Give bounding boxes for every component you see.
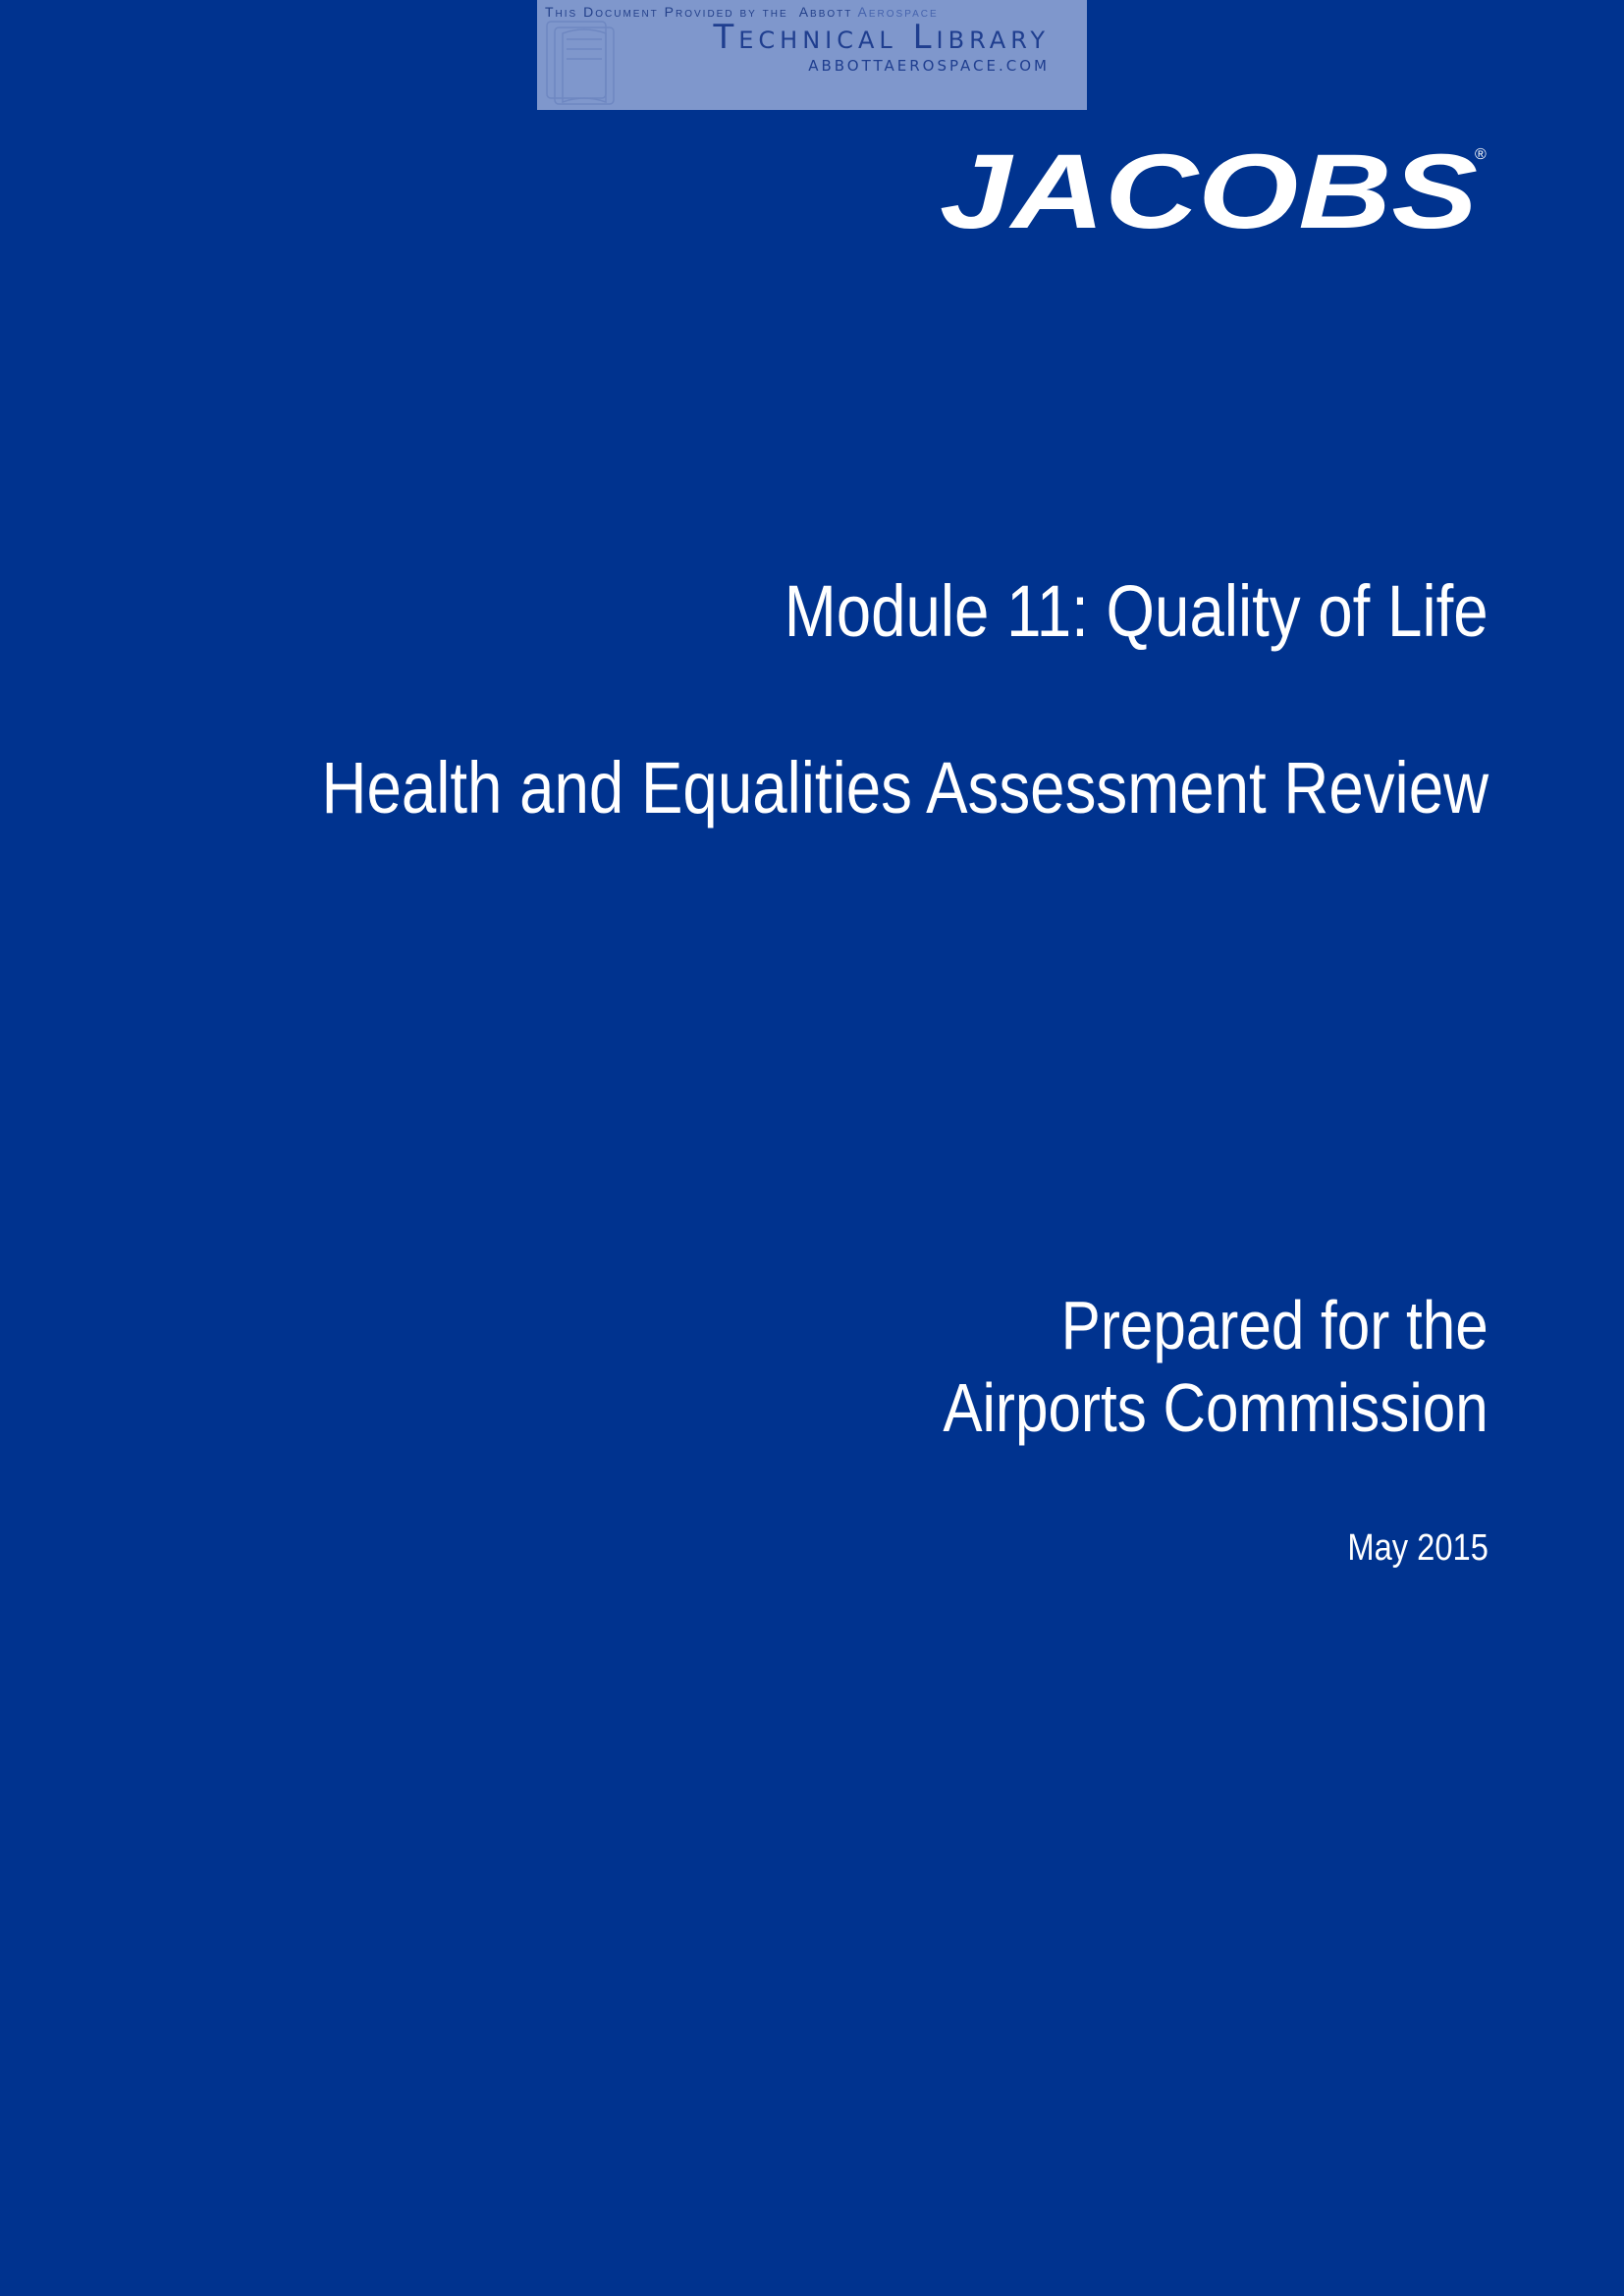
- report-title: Health and Equalities Assessment Review: [321, 747, 1489, 828]
- module-title: Module 11: Quality of Life: [785, 570, 1489, 652]
- watermark-library-title: Technical Library: [713, 18, 1050, 57]
- library-watermark: [537, 0, 1087, 110]
- client-name: Airports Commission: [943, 1369, 1489, 1446]
- prepared-for-block: [944, 1284, 1489, 1449]
- jacobs-logo: [940, 145, 1489, 234]
- prepared-for-line: Prepared for the: [1060, 1287, 1489, 1363]
- watermark-url: ABBOTTAEROSPACE.COM: [808, 57, 1050, 75]
- watermark-provided-line: This Document Provided by the Abbott Aerospace: [545, 4, 939, 20]
- logo-wordmark: JACOBS: [940, 145, 1478, 234]
- registered-mark: ®: [1475, 146, 1487, 163]
- publication-date: May 2015: [1347, 1527, 1489, 1569]
